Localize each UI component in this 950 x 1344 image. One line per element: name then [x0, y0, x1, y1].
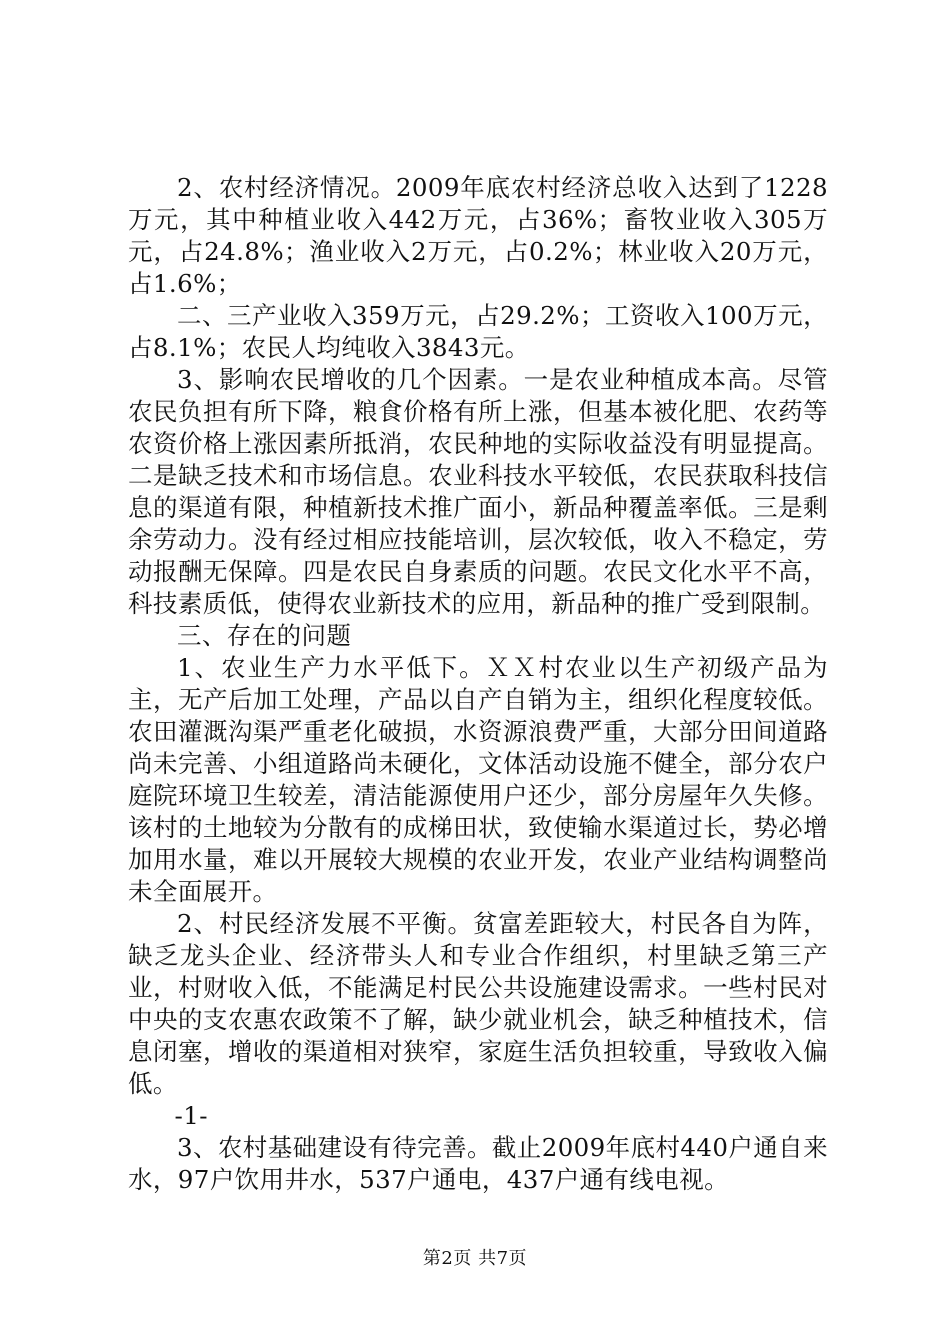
paragraph-productivity: 1、农业生产力水平低下。ＸＸ村农业以生产初级产品为主，无产后加工处理，产品以自产自销为主，组织化程度较低。农田灌溉沟渠严重老化破损，水资源浪费严重，大部分田间道路尚未完善、小组道路尚未硬化，文体活动设施不健全，部分农户庭院环境卫生较差，清洁能源使用户还少，部分房屋年久失修。该村的土地较为分散有的成梯田状，致使输水渠道过长，势必增加用水量，难以开展较大规模的农业开发，农业产业结构调整尚未全面展开。 — [128, 653, 828, 906]
paragraph-economy: 2、农村经济情况。2009年底农村经济总收入达到了1228万元，其中种植业收入442万元，占36%；畜牧业收入305万元，占24.8%；渔业收入2万元，占0.2%；林业收入20万元，占1.6%； — [128, 173, 828, 298]
paragraph-imbalance: 2、村民经济发展不平衡。贫富差距较大，村民各自为阵，缺乏龙头企业、经济带头人和专业合作组织，村里缺乏第三产业，村财收入低，不能满足村民公共设施建设需求。一些村民对中央的支农惠农政策不了解，缺少就业机会，缺乏种植技术，信息闭塞，增收的渠道相对狭窄，家庭生活负担较重，导致收入偏低。 — [128, 909, 828, 1098]
paragraph-income-shares: 二、三产业收入359万元，占29.2%；工资收入100万元，占8.1%；农民人均纯收入3843元。 — [128, 301, 828, 362]
document-body — [128, 172, 828, 1196]
page-footer: 第2页 共7页 — [422, 1248, 528, 1269]
section-heading-problems: 三、存在的问题 — [177, 621, 352, 650]
paragraph-income-factors: 3、影响农民增收的几个因素。一是农业种植成本高。尽管农民负担有所下降，粮食价格有所上涨，但基本被化肥、农药等农资价格上涨因素所抵消，农民种地的实际收益没有明显提高。二是缺乏技术和市场信息。农业科技水平较低，农民获取科技信息的渠道有限，种植新技术推广面小，新品种覆盖率低。三是剩余劳动力。没有经过相应技能培训，层次较低，收入不稳定，劳动报酬无保障。四是农民自身素质的问题。农民文化水平不高，科技素质低，使得农业新技术的应用，新品种的推广受到限制。 — [128, 365, 828, 618]
inline-page-mark: -1- — [174, 1101, 208, 1130]
paragraph-infrastructure: 3、农村基础建设有待完善。截止2009年底村440户通自来水，97户饮用井水，537户通电，437户通有线电视。 — [128, 1133, 828, 1194]
